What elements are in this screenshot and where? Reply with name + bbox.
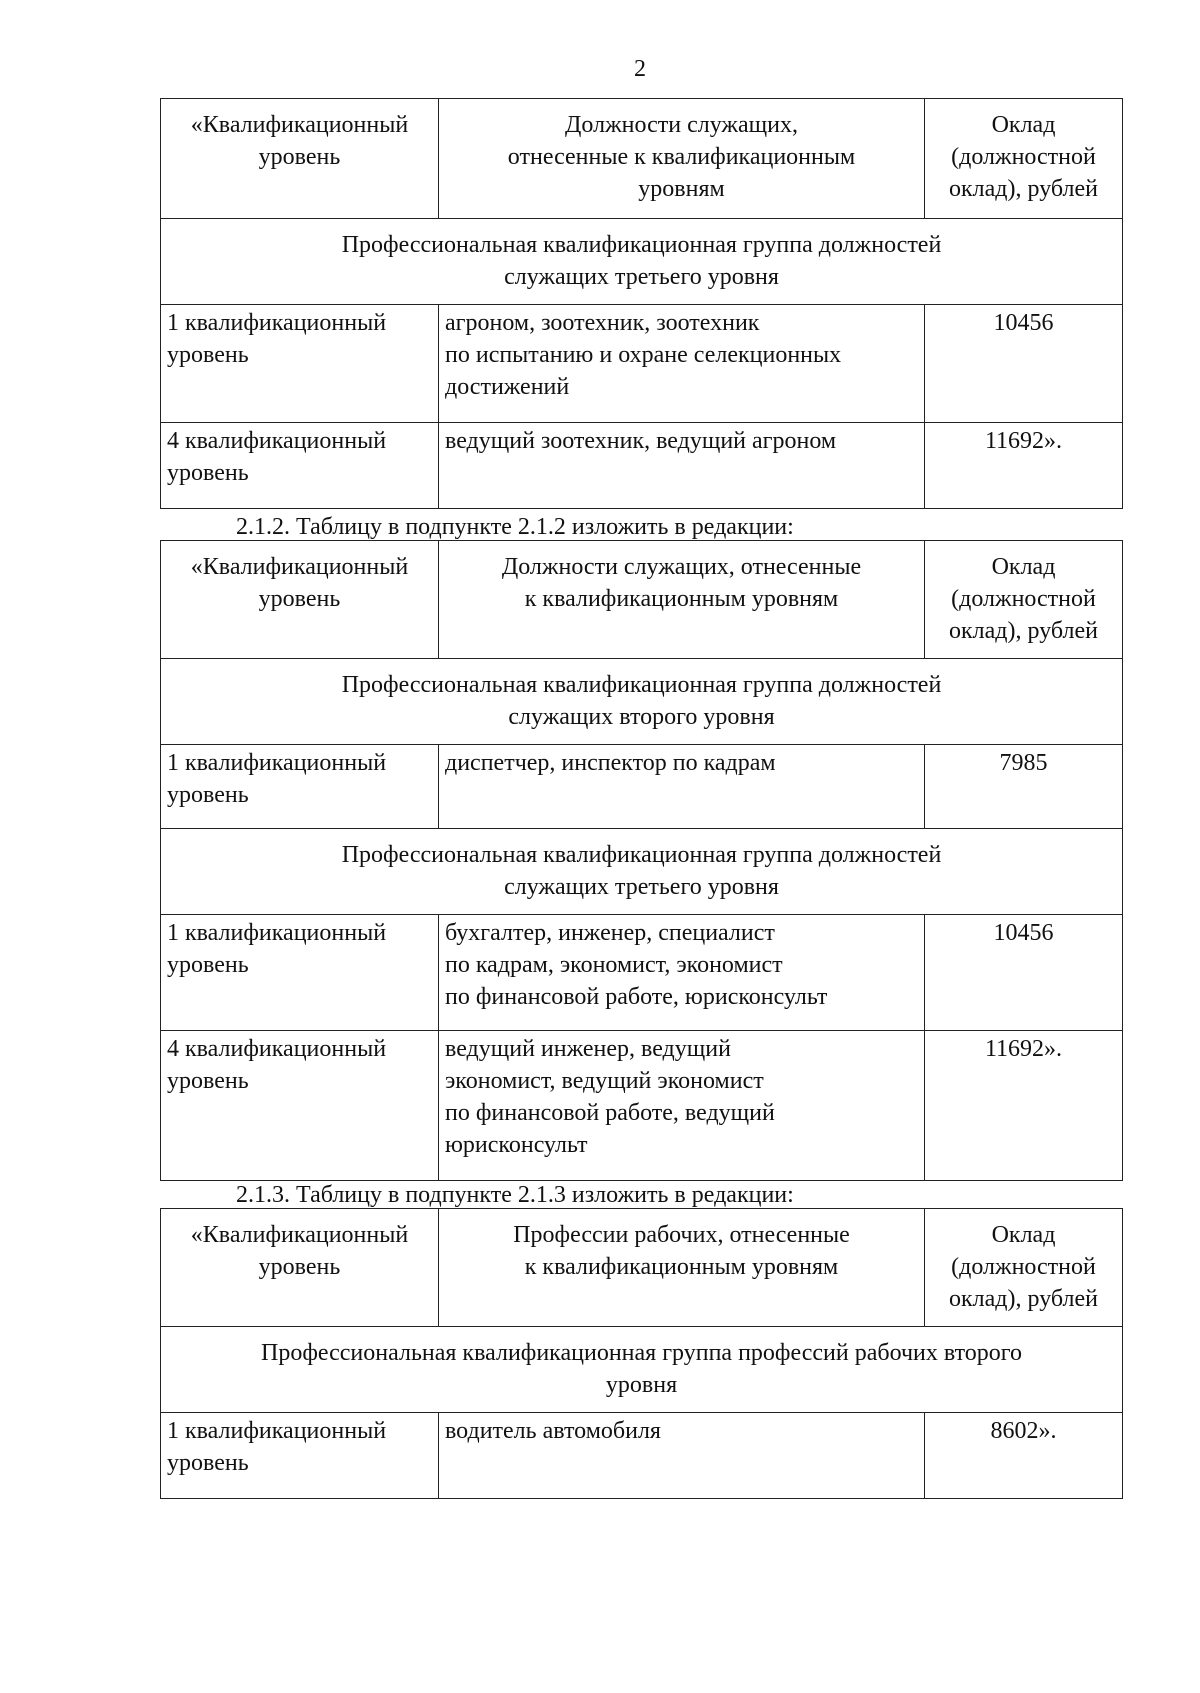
header-salary: Оклад (должностной оклад), рублей [925, 541, 1123, 659]
table-row [161, 423, 1123, 509]
positions-cell: диспетчер, инспектор по кадрам [439, 745, 925, 829]
salary-cell: 10456 [925, 305, 1123, 423]
positions-cell: бухгалтер, инженер, специалист по кадрам, экономист, экономист по финансовой работе, юрисконсульт [439, 915, 925, 1031]
level-cell: 1 квалификационный уровень [161, 745, 439, 829]
group-row [161, 1327, 1123, 1413]
table-row [161, 745, 1123, 829]
header-level: «Квалификационный уровень [161, 1209, 439, 1327]
header-level: «Квалификационный уровень [161, 541, 439, 659]
level-cell: 1 квалификационный уровень [161, 1413, 439, 1499]
group-title: Профессиональная квалификационная группа должностей служащих второго уровня [161, 659, 1123, 745]
header-positions: Должности служащих, отнесенные к квалификационным уровням [439, 99, 925, 219]
table-header-row [161, 1209, 1123, 1327]
table-1 [160, 98, 1123, 509]
group-title: Профессиональная квалификационная группа должностей служащих третьего уровня [161, 219, 1123, 305]
table-2 [160, 540, 1123, 1181]
level-cell: 1 квалификационный уровень [161, 915, 439, 1031]
table-header-row [161, 541, 1123, 659]
group-row [161, 829, 1123, 915]
header-salary: Оклад (должностной оклад), рублей [925, 1209, 1123, 1327]
positions-cell: ведущий зоотехник, ведущий агроном [439, 423, 925, 509]
table-row [161, 1031, 1123, 1181]
level-cell: 4 квалификационный уровень [161, 1031, 439, 1181]
salary-cell: 8602». [925, 1413, 1123, 1499]
table-row [161, 1413, 1123, 1499]
page-number: 2 [634, 56, 646, 82]
salary-cell: 11692». [925, 423, 1123, 509]
table-3 [160, 1208, 1123, 1499]
table-row [161, 305, 1123, 423]
level-cell: 1 квалификационный уровень [161, 305, 439, 423]
salary-cell: 11692». [925, 1031, 1123, 1181]
header-level: «Квалификационный уровень [161, 99, 439, 219]
professions-cell: водитель автомобиля [439, 1413, 925, 1499]
group-title: Профессиональная квалификационная группа должностей служащих третьего уровня [161, 829, 1123, 915]
positions-cell: ведущий инженер, ведущий экономист, ведущий экономист по финансовой работе, ведущий юрисконсульт [439, 1031, 925, 1181]
level-cell: 4 квалификационный уровень [161, 423, 439, 509]
group-row [161, 659, 1123, 745]
positions-cell: агроном, зоотехник, зоотехник по испытанию и охране селекционных достижений [439, 305, 925, 423]
table-header-row [161, 99, 1123, 219]
header-salary: Оклад (должностной оклад), рублей [925, 99, 1123, 219]
salary-cell: 7985 [925, 745, 1123, 829]
table-row [161, 915, 1123, 1031]
group-row [161, 219, 1123, 305]
header-positions: Должности служащих, отнесенные к квалификационным уровням [439, 541, 925, 659]
group-title: Профессиональная квалификационная группа профессий рабочих второго уровня [161, 1327, 1123, 1413]
instruction-2-1-2: 2.1.2. Таблицу в подпункте 2.1.2 изложить в редакции: [236, 514, 794, 540]
salary-cell: 10456 [925, 915, 1123, 1031]
header-professions: Профессии рабочих, отнесенные к квалификационным уровням [439, 1209, 925, 1327]
instruction-2-1-3: 2.1.3. Таблицу в подпункте 2.1.3 изложить в редакции: [236, 1182, 794, 1208]
